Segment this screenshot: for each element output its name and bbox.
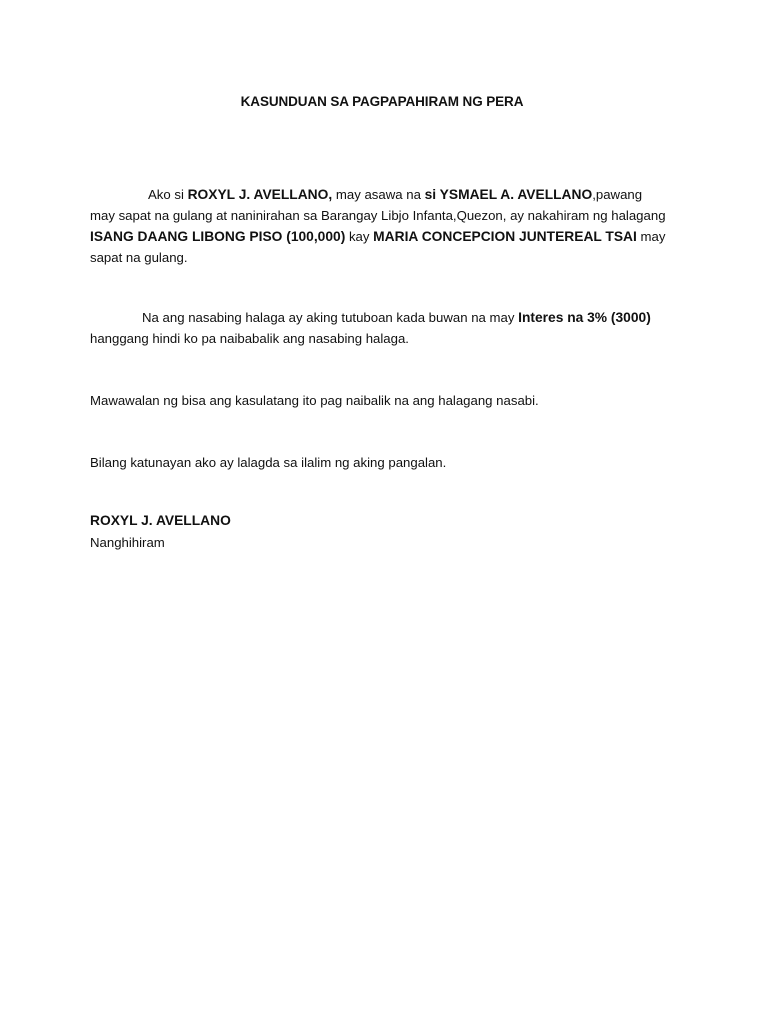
paragraph-text: Ako si — [148, 187, 188, 202]
paragraph-loan-statement — [90, 184, 670, 268]
lender-name: MARIA CONCEPCION JUNTEREAL TSAI — [373, 229, 637, 244]
paragraph-text: kay — [345, 229, 374, 244]
paragraph-text: Na ang nasabing halaga ay aking tutuboan kada buwan na may — [142, 310, 519, 325]
paragraph-text: may sapat na gulang. — [90, 229, 666, 265]
paragraph-text: ,pawang may sapat na gulang at naninirahan sa Barangay Libjo Infanta,Quezon, ay nakahiram ng halagang — [90, 187, 666, 223]
paragraph-text: may asawa na — [332, 187, 425, 202]
paragraph-validity: Mawawalan ng bisa ang kasulatang ito pag naibalik na ang halagang nasabi. — [90, 393, 539, 408]
paragraph-attestation: Bilang katunayan ako ay lalagda sa ilalim ng aking pangalan. — [90, 455, 447, 470]
loan-amount: ISANG DAANG LIBONG PISO (100,000) — [90, 229, 346, 244]
signatory-name: ROXYL J. AVELLANO — [90, 513, 231, 528]
interest-rate: Interes na 3% (3000) — [518, 310, 651, 325]
signatory-role: Nanghihiram — [90, 535, 165, 550]
paragraph-text: hanggang hindi ko pa naibabalik ang nasabing halaga. — [90, 331, 409, 346]
spouse-name: si YSMAEL A. AVELLANO — [424, 187, 593, 202]
paragraph-interest-terms — [90, 307, 670, 349]
borrower-name: ROXYL J. AVELLANO, — [187, 187, 333, 202]
document-title: KASUNDUAN SA PAGPAPAHIRAM NG PERA — [240, 94, 524, 109]
